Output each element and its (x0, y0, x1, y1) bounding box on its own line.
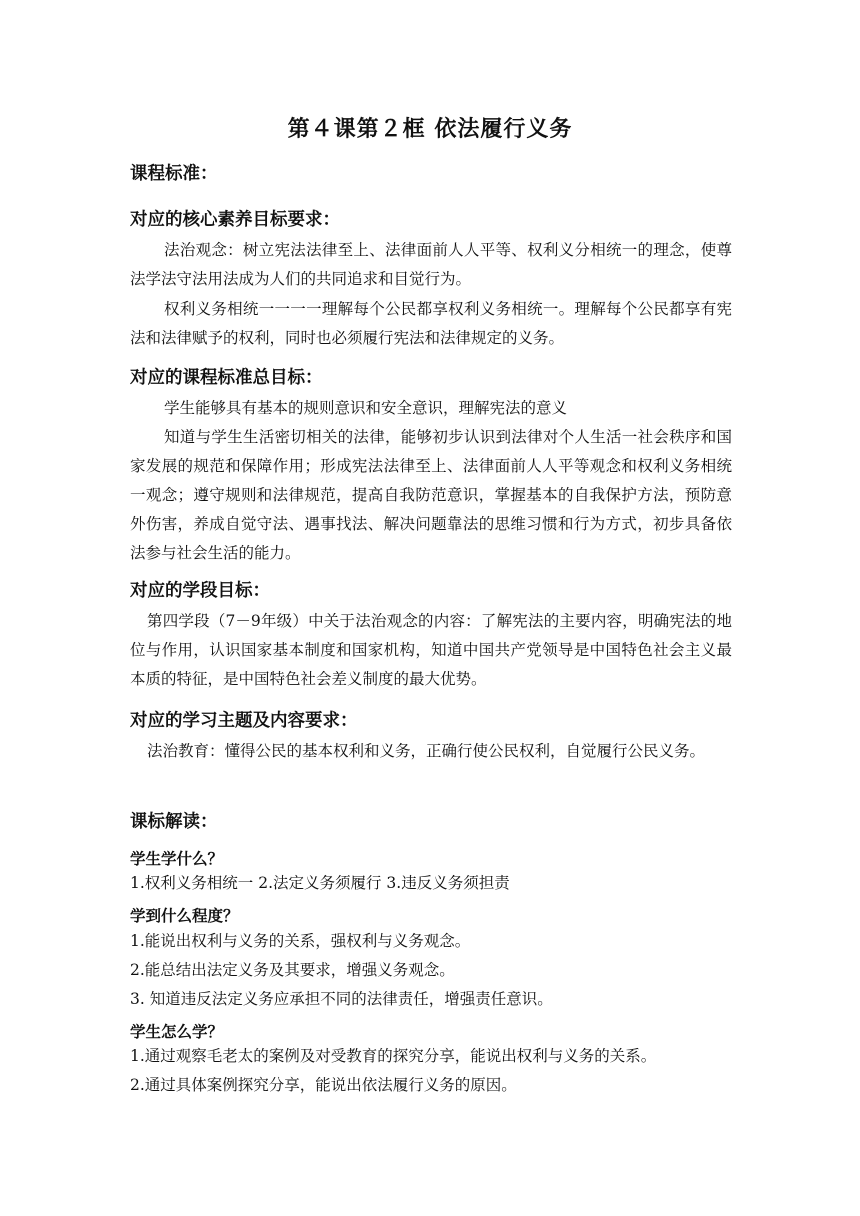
core-literacy-paragraph-2: 权利义务相统一一一一理解每个公民都享权利义务相统一。理解每个公民都享有宪法和法律赋予的权利，同时也必须履行宪法和法律规定的义务。 (130, 300, 732, 347)
learning-theme-paragraph: 法治教育：懂得公民的基本权利和义务，正确行使公民权利，自觉履行公民义务。 (147, 742, 706, 760)
what-to-learn-line: 1.权利义务相统一 2.法定义务须履行 3.违反义务须担责 (130, 874, 510, 892)
page-title: 第４课第２框 依法履行义务 (287, 116, 573, 142)
heading-overall-goals: 对应的课程标准总目标： (130, 368, 323, 388)
heading-core-literacy: 对应的核心素养目标要求： (130, 210, 340, 230)
how-to-learn-line-2: 2.通过具体案例探究分享，能说出依法履行义务的原因。 (130, 1076, 517, 1094)
core-literacy-paragraph-1: 法治观念：树立宪法法律至上、法律面前人人平等、权利义分相统一的理念，使尊法学法守法用法成为人们的共同追求和目觉行为。 (130, 241, 732, 288)
learning-degree-line-2: 2.能总结出法定义务及其要求，增强义务观念。 (130, 961, 455, 979)
overall-goals-paragraph-1: 学生能够具有基本的规则意识和安全意识，理解宪法的意义 (164, 399, 568, 417)
subheading-what-to-learn: 学生学什么？ (130, 849, 224, 868)
heading-stage-goals: 对应的学段目标： (130, 581, 270, 601)
learning-degree-line-1: 1.能说出权利与义务的关系，强权利与义务观念。 (130, 932, 471, 950)
subheading-learning-degree: 学到什么程度？ (130, 906, 239, 925)
how-to-learn-line-1: 1.通过观察毛老太的案例及对受教育的探究分享，能说出权利与义务的关系。 (130, 1047, 657, 1065)
subheading-how-to-learn: 学生怎么学？ (130, 1022, 224, 1041)
overall-goals-paragraph-2: 知道与学生生活密切相关的法律，能够初步认识到法律对个人生活一社会秩序和国家发展的规范和保障作用；形成宪法法律至上、法律面前人人平等观念和权利义务相统一观念；遵守规则和法律规范，提高自我防范意识，掌握基本的自我保护方法，预防意外伤害，养成自觉守法、遇事找法、解决问题靠法的思维习惯和行为方式，初步具备依法参与社会生活的能力。 (130, 428, 732, 562)
stage-goals-paragraph: 第四学段（7－9年级）中关于法治观念的内容：了解宪法的主要内容，明确宪法的地位与作用，认识国家基本制度和国家机构，知道中国共产党领导是中国特色社会主义最本质的特征，是中国特色社会差义制度的最大优势。 (130, 612, 732, 688)
learning-degree-line-3: 3. 知道违反法定义务应承担不同的法律责任，增强责任意识。 (130, 990, 553, 1008)
heading-curriculum-standard: 课程标准： (130, 164, 218, 184)
heading-interpretation: 课标解读： (130, 812, 218, 832)
heading-learning-theme: 对应的学习主题及内容要求： (130, 711, 358, 731)
